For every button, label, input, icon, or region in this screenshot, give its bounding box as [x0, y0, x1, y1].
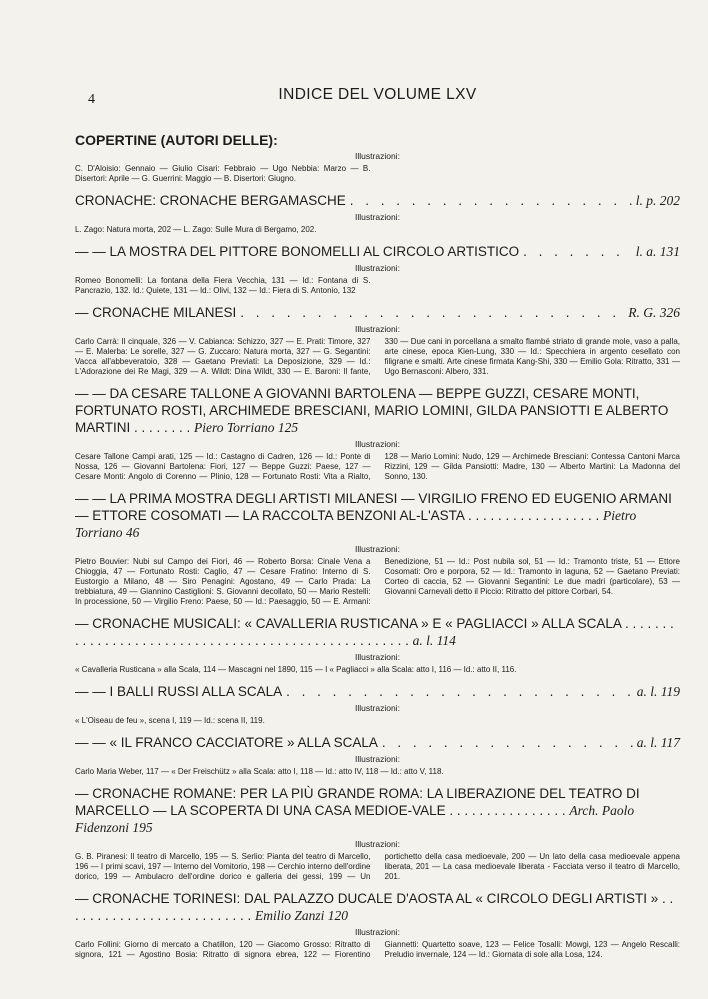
entry-title: — CRONACHE TORINESI: DAL PALAZZO DUCALE D'AOSTA AL « CIRCOLO DEGLI ARTISTI » . . . . . . . . . . . . . . . . . . . . . . . . . . Emilio Zanzi 120 — [75, 891, 674, 923]
entry-title: — — LA PRIMA MOSTRA DEGLI ARTISTI MILANESI — VIRGILIO FRENO ED EUGENIO ARMANI — ETTORE COSOMATI — LA RACCOLTA BENZONI AL-L'ASTA . . . . . . . . . . . . . . . . . . Pietro Torriano 46 — [75, 491, 672, 540]
entry-title — [75, 683, 680, 700]
leader-dots — [523, 243, 632, 260]
illustrations-label: Illustrazioni: — [355, 703, 400, 713]
illustrations-list: « Cavalleria Rusticana » alla Scala, 114 — Mascagni nel 1890, 115 — I « Pagliacci » alla Scala: atto I, 116 — Id.: atto II, 116. — [75, 665, 517, 674]
page-number: 4 — [88, 92, 95, 107]
section-balli-russi — [75, 683, 680, 726]
illustrations-label: Illustrazioni: — [355, 324, 400, 334]
section-franco-cacciatore — [75, 734, 680, 777]
entry-reference: l. p. 202 — [635, 193, 680, 208]
entry-heading: — — I BALLI RUSSI ALLA SCALA — [75, 684, 283, 699]
entry-heading: — CRONACHE ROMANE: PER LA PIÙ GRANDE ROMA: LA LIBERAZIONE DEL TEATRO DI MARCELLO — LA SCOPERTA DI UNA CASA MEDIOE-VALE — [75, 786, 640, 818]
section-prima-mostra-artisti-milanesi — [75, 490, 680, 607]
section-cronache-torinesi — [75, 890, 680, 960]
section-tallone-bartolena — [75, 385, 680, 482]
section-cronache-milanesi — [75, 304, 680, 377]
section-cronache-bergamasche — [75, 192, 680, 235]
illustrations-label: Illustrazioni: — [355, 151, 400, 161]
leader-dots — [240, 304, 624, 321]
entry-heading: — CRONACHE TORINESI: DAL PALAZZO DUCALE D'AOSTA AL « CIRCOLO DEGLI ARTISTI » — [75, 891, 659, 906]
illustrations-list: Carlo Carrà: Il cinquale, 326 — V. Cabianca: Schizzo, 327 — E. Prati: Timore, 327 — E. Malerba: Le sorelle, 327 — G. Zuccaro: Natura morta, 327 — G. Segantini: Vacca all'abbeveratoio, 328 — Gaetano Previati: La Deposizione, 329 — Id.: L'Adorazione dei Re Magi, 329 — A. Wildt: Dina Wildt, 330 — E. Baroni: Il fante, 330 — Due cani in porcellana a smalto flambé striato di grande mole, vaso a palla, arte cinese, epoca Kien-Lung, 330 — Id.: Specchiera in argento cesellato con filigrane e smalti. Arte cinese firmata Kang-Shi, 330 — Emilio Gola: Ritratto, 331 — Ugo Bernasconi: Albero, 331. — [75, 337, 680, 376]
illustrations-list: Pietro Bouvier: Nubi sul Campo dei Fiori, 46 — Roberto Borsa: Cinale Vena a Chioggia, 47 — Fortunato Rosti: Caglio, 47 — Cesare Fratino: Interno di S. Eustorgio a Milano, 48 — Siro Penagini: Agostano, 49 — Carlo Prada: La trebbiatura, 49 — Giannino Castiglioni: S. Giovanni decollato, 50 — Mario Restelli: In processione, 50 — Virgilio Freno: Paese, 50 — Id.: Paesaggio, 50 — E. Armani: Benedizione, 51 — Id.: Post nubila sol, 51 — Id.: Tramonto triste, 51 — Ettore Cosomati: Oro e porpora, 52 — Id.: Tramonto in laguna, 52 — Gaetano Previati: Corteo di caccia, 52 — Giovanni Segantini: Le due madri (particolare), 53 — Giovanni Carnevali detto il Piccio: Ritratto del pittore Corbari, 54. — [75, 557, 680, 606]
leader-dots — [382, 734, 633, 751]
illustrations-list: Cesare Tallone Campi arati, 125 — Id.: Castagno di Cadren, 126 — Id.: Ponte di Nossa, 126 — Giovanni Bartolena: Fiori, 127 — Beppe Guzzi: Paese, 127 — Cesare Monti: Angolo di Corenno — Plinio, 128 — Fortunato Rosti: Vita a Rialto, 128 — Mario Lomini: Nudo, 129 — Archimede Bresciani: Contessa Cantoni Marca Rizzini, 129 — Gilda Pansiotti: Madre, 130 — Alberto Martini: La Madonna del Sonno, 130. — [75, 452, 680, 481]
entry-title — [75, 734, 680, 751]
illustrations-list: « L'Oiseau de feu », scena I, 119 — Id.: scena II, 119. — [75, 716, 265, 725]
entry-title — [75, 304, 680, 321]
leader-dots — [350, 192, 632, 209]
entry-reference: Pietro Torriano 46 — [75, 508, 637, 540]
illustrations-label: Illustrazioni: — [355, 754, 400, 764]
illustrations-list: L. Zago: Natura morta, 202 — L. Zago: Sulle Mura di Bergamo, 202. — [75, 225, 317, 234]
entry-heading: CRONACHE: CRONACHE BERGAMASCHE — [75, 193, 346, 208]
entry-heading: — CRONACHE MILANESI — [75, 305, 237, 320]
illustrations-list: Romeo Bonomelli: La fontana della Fiera Vecchia, 131 — Id.: Fontana di S. Pancrazio, 132. Id.: Quiete, 131 — Id.: Olivi, 132 — Id.: Fiera di S. Antonio, 132 — [75, 276, 371, 295]
entry-reference: a. l. 117 — [636, 735, 680, 750]
entry-title: — CRONACHE ROMANE: PER LA PIÙ GRANDE ROMA: LA LIBERAZIONE DEL TEATRO DI MARCELLO — LA SCOPERTA DI UNA CASA MEDIOE-VALE . . . . . . . . . . . . . . . . Arch. Paolo Fidenzoni 195 — [75, 786, 640, 835]
illustrations-label: Illustrazioni: — [355, 652, 400, 662]
entry-reference: l. a. 131 — [635, 244, 680, 259]
entry-reference: Arch. Paolo Fidenzoni 195 — [75, 803, 635, 835]
section-cronache-romane — [75, 785, 680, 882]
entry-heading: — — LA PRIMA MOSTRA DEGLI ARTISTI MILANESI — VIRGILIO FRENO ED EUGENIO ARMANI — ETTORE COSOMATI — LA RACCOLTA BENZONI AL-L'ASTA — [75, 491, 672, 523]
entry-title: — CRONACHE MUSICALI: « CAVALLERIA RUSTICANA » E « PAGLIACCI » ALLA SCALA . . . . . . . . . . . . . . . . . . . . . . . . . . . . . . . . . . . . . . . . . . . . . . . . . . . . a. l. 114 — [75, 616, 674, 648]
illustrations-list: C. D'Aloisio: Gennaio — Giulio Cisari: Febbraio — Ugo Nebbia: Marzo — B. Disertori: Aprile — G. Guerrini: Maggio — B. Disertori: Giugno. — [75, 164, 371, 183]
illustrations-label: Illustrazioni: — [355, 263, 400, 273]
illustrations-label: Illustrazioni: — [355, 439, 400, 449]
illustrations-label: Illustrazioni: — [355, 839, 400, 849]
entry-heading: — CRONACHE MUSICALI: « CAVALLERIA RUSTICANA » E « PAGLIACCI » ALLA SCALA — [75, 616, 622, 631]
illustrations-label: Illustrazioni: — [355, 927, 400, 937]
running-head: INDICE DEL VOLUME LXV — [278, 86, 477, 103]
entry-heading: — — LA MOSTRA DEL PITTORE BONOMELLI AL CIRCOLO ARTISTICO — [75, 244, 520, 259]
entry-heading: — — « IL FRANCO CACCIATORE » ALLA SCALA — [75, 735, 378, 750]
leader-dots — [286, 683, 633, 700]
entry-title — [75, 192, 680, 209]
entry-reference: Emilio Zanzi 120 — [255, 908, 349, 923]
illustrations-label: Illustrazioni: — [355, 212, 400, 222]
entry-title — [75, 243, 680, 260]
illustrations-label: Illustrazioni: — [355, 544, 400, 554]
section-cronache-musicali — [75, 615, 680, 675]
index-page — [75, 86, 680, 968]
entry-reference: R. G. 326 — [628, 305, 680, 320]
illustrations-list: Carlo Follini: Giorno di mercato a Chatillon, 120 — Giacomo Grosso: Ritratto di signora, 121 — Agostino Bosia: Ritratto di signora ebrea, 122 — Fiorentino Giannetti: Quartetto soave, 123 — Felice Tosalli: Mowgi, 123 — Angelo Rescalli: Preludio invernale, 124 — Id.: Giornata di sole alla Losa, 124. — [75, 940, 680, 959]
section-copertine — [75, 132, 680, 184]
section-mostra-bonomelli — [75, 243, 680, 296]
entry-heading: — — DA CESARE TALLONE A GIOVANNI BARTOLENA — BEPPE GUZZI, CESARE MONTI, FORTUNATO ROSTI, ARCHIMEDE BRESCIANI, MARIO LOMINI, GILDA PANSIOTTI E ALBERTO MARTINI — [75, 386, 669, 435]
illustrations-list: Carlo Maria Weber, 117 — « Der Freischütz » alla Scala: atto I, 118 — Id.: atto IV, 118 — Id.: atto V, 118. — [75, 767, 444, 776]
illustrations-list: G. B. Piranesi: Il teatro di Marcello, 195 — S. Serlio: Pianta del teatro di Marcello, 196 — I primi scavi, 197 — Interno del Vomitorio, 198 — Cerchio interno dell'ordine dorico, 199 — Ambulacro dell'ordine dorico e galleria dei gessi, 199 — Un portichetto della casa medioevale, 200 — Un lato della casa medioevale appena liberata, 201 — La casa medioevale liberata - Facciata verso il teatro di Marcello, 201. — [75, 852, 680, 881]
entry-reference: a. l. 119 — [636, 684, 680, 699]
entry-reference: Piero Torriano 125 — [194, 420, 299, 435]
entry-title: — — DA CESARE TALLONE A GIOVANNI BARTOLENA — BEPPE GUZZI, CESARE MONTI, FORTUNATO ROSTI, ARCHIMEDE BRESCIANI, MARIO LOMINI, GILDA PANSIOTTI E ALBERTO MARTINI . . . . . . . . Piero Torriano 125 — [75, 386, 669, 435]
entry-reference: a. l. 114 — [412, 633, 456, 648]
entry-title: COPERTINE (AUTORI DELLE): — [75, 132, 278, 148]
